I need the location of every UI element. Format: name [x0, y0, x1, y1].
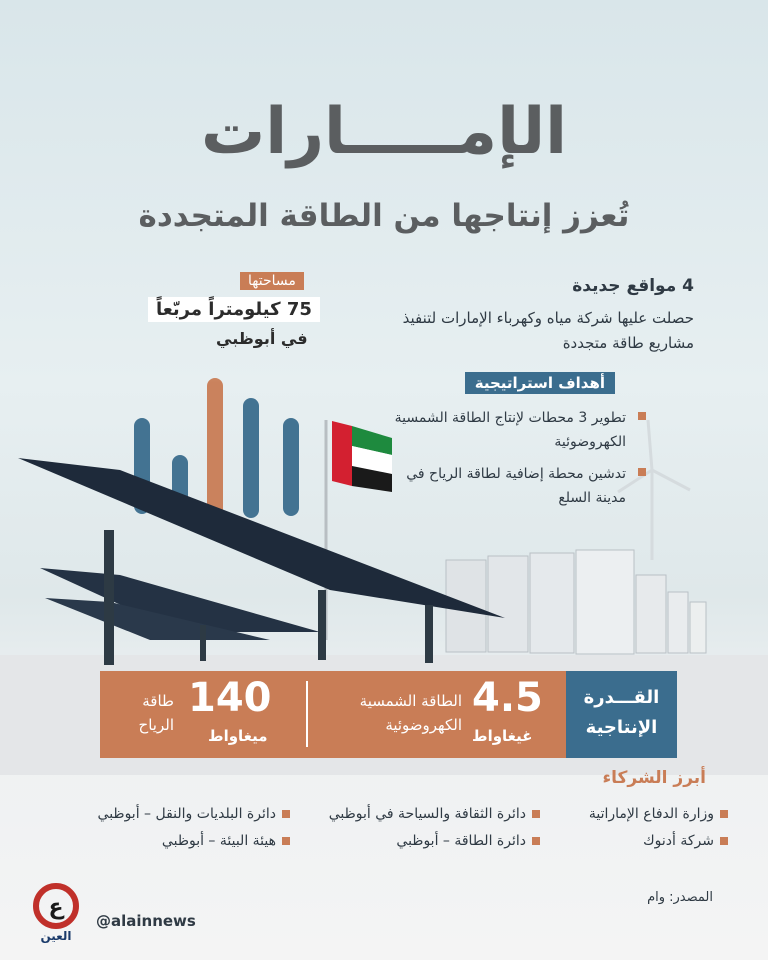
partner-item: وزارة الدفاع الإماراتية: [589, 806, 728, 822]
partner-item: دائرة الطاقة – أبوظبي: [396, 833, 540, 849]
page-subtitle: تُعزز إنتاجها من الطاقة المتجددة: [138, 198, 630, 234]
partner-item: هيئة البيئة – أبوظبي: [162, 833, 290, 849]
page-title: الإمـــــارات: [200, 95, 568, 169]
square-bullet-icon: [720, 810, 728, 818]
capacity-band: [100, 671, 566, 758]
square-bullet-icon: [532, 810, 540, 818]
uae-flag: [332, 421, 392, 492]
sites-title: 4 مواقع جديدة: [572, 276, 694, 296]
wind-capacity-unit: ميغاواط: [208, 727, 268, 745]
svg-text:العين: العين: [40, 929, 72, 943]
battery-units: [446, 550, 706, 654]
partner-item: دائرة الثقافة والسياحة في أبوظبي: [329, 806, 540, 822]
solar-capacity-unit: غيغاواط: [472, 727, 533, 745]
area-label: مساحتها: [240, 272, 304, 290]
square-bullet-icon: [532, 837, 540, 845]
alain-logo-icon: [28, 882, 84, 946]
wind-capacity-description: طاقة الرياح: [138, 692, 174, 734]
area-value: 75 كيلومتراً مربّعاً: [148, 297, 320, 322]
social-handle[interactable]: @alainnews: [96, 912, 196, 930]
square-bullet-icon: [720, 837, 728, 845]
goals-title: أهداف استراتيجية: [465, 372, 615, 394]
partners-title: أبرز الشركاء: [602, 768, 706, 788]
divider: [306, 681, 308, 747]
square-bullet-icon: [282, 810, 290, 818]
partner-item: دائرة البلديات والنقل – أبوظبي: [98, 806, 290, 822]
source-credit: المصدر: وام: [647, 890, 713, 905]
svg-text:ع: ع: [48, 895, 64, 920]
solar-capacity-description: الطاقة الشمسية الكهروضوئية: [359, 692, 462, 734]
solar-capacity-value: 4.5: [472, 675, 543, 721]
goal-item: تدشين محطة إضافية لطاقة الرياح في مدينة السلع: [386, 462, 626, 510]
area-location: في أبوظبي: [216, 329, 308, 348]
capacity-label: القـــدرة الإنتاجية: [566, 671, 677, 758]
wind-turbine: [618, 420, 690, 560]
square-bullet-icon: [282, 837, 290, 845]
square-bullet-icon: [638, 412, 646, 420]
sites-description: حصلت عليها شركة مياه وكهرباء الإمارات لتنفيذ مشاريع طاقة متجددة: [402, 309, 694, 352]
goal-item: تطوير 3 محطات لإنتاج الطاقة الشمسية الكهروضوئية: [386, 406, 626, 454]
wind-capacity-value: 140: [188, 675, 272, 721]
square-bullet-icon: [638, 468, 646, 476]
partner-item: شركة أدنوك: [643, 833, 728, 849]
